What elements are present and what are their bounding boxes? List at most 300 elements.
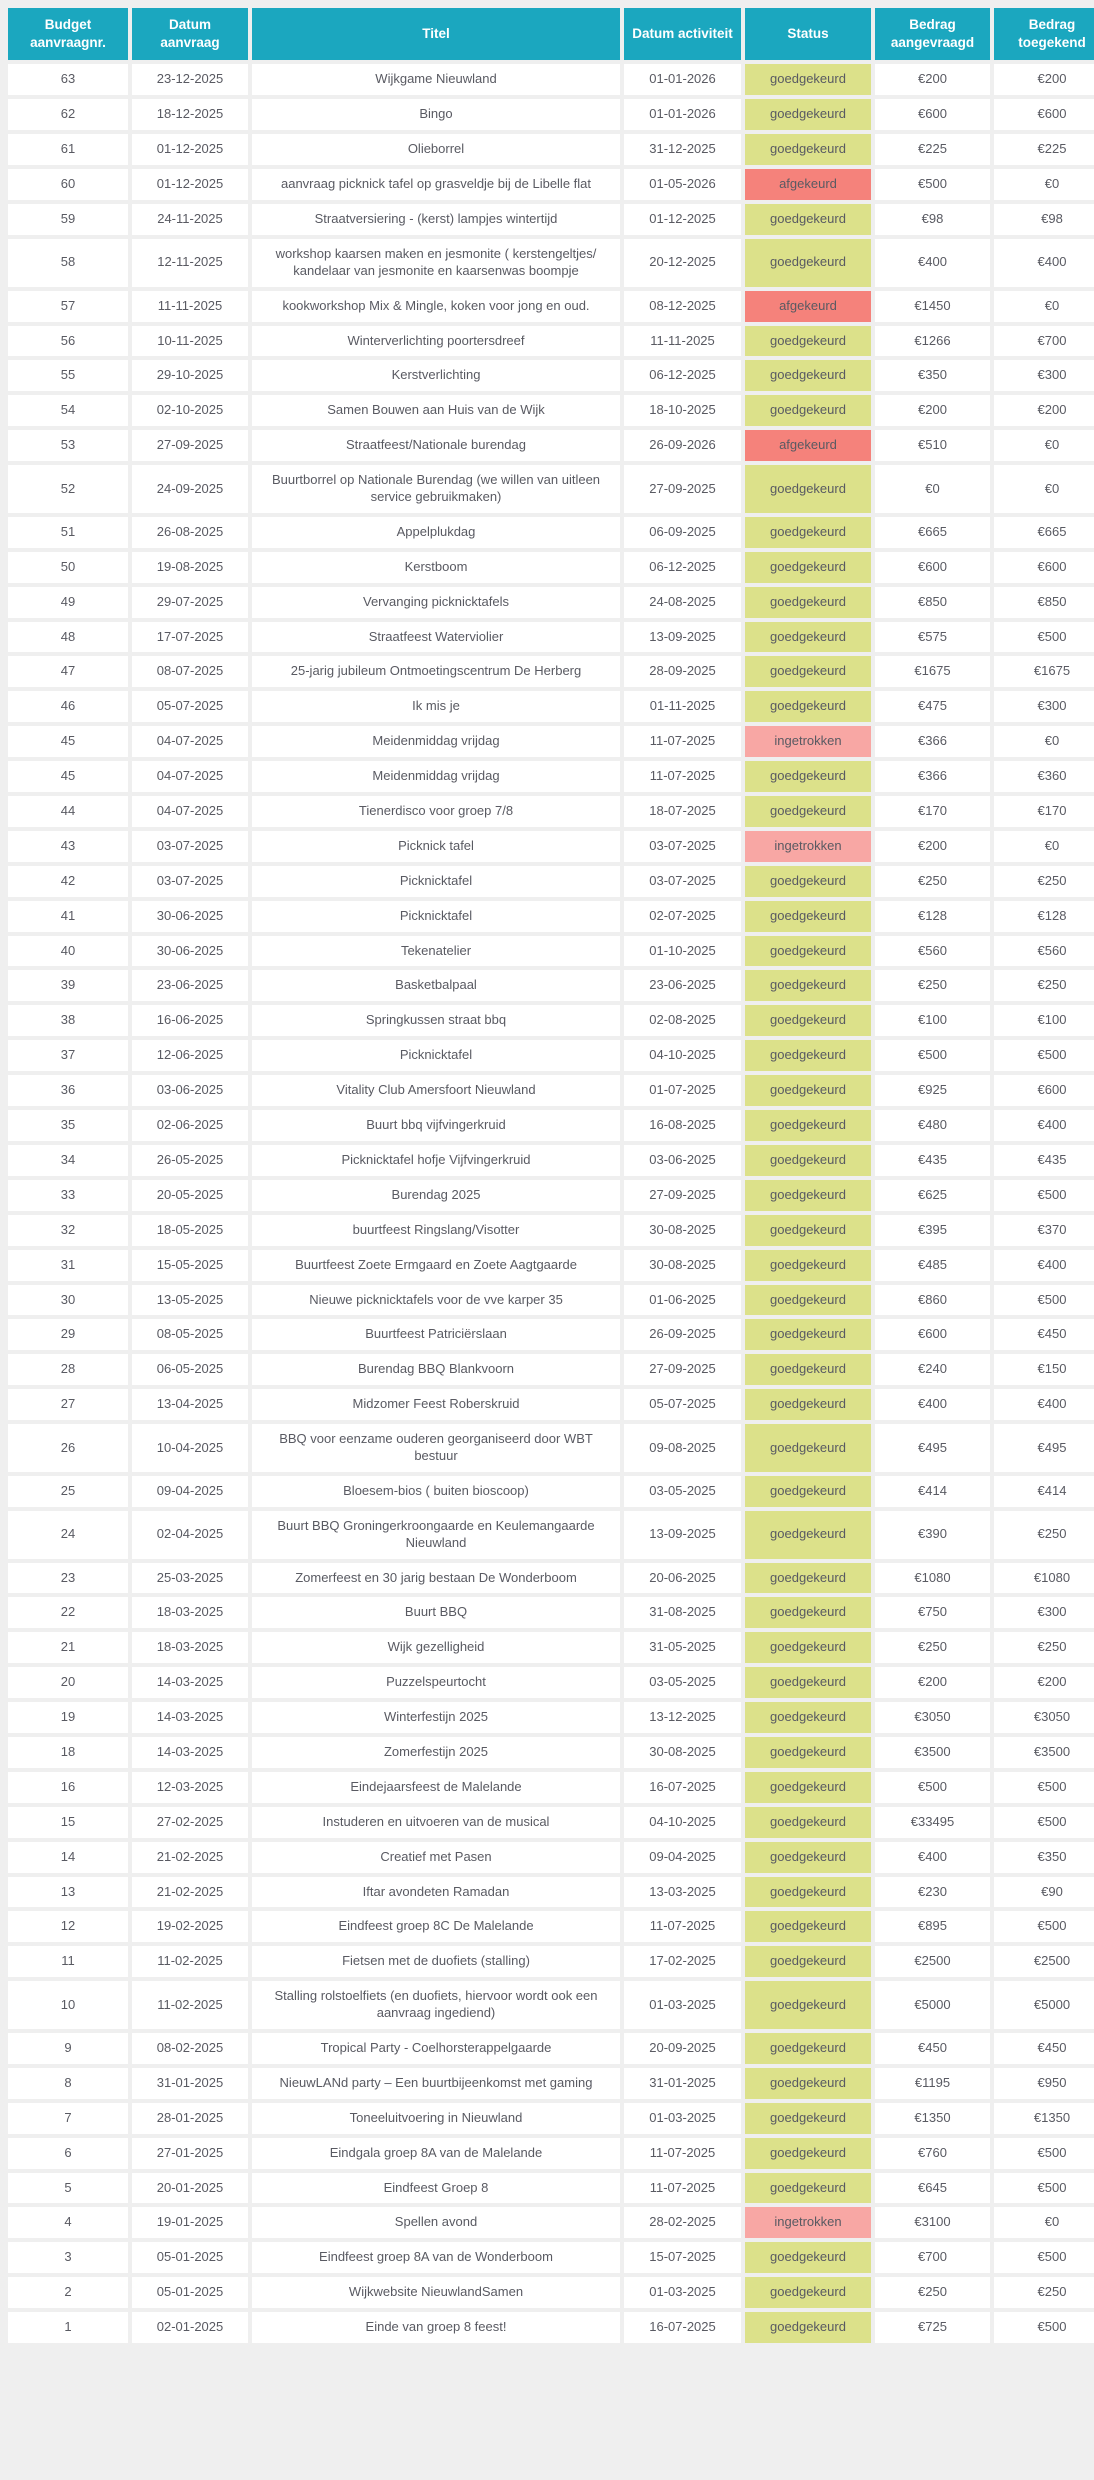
cell-datum-activiteit: 30-08-2025 [624,1215,741,1246]
table-row [8,936,1094,967]
table-row [8,64,1094,95]
table-row [8,99,1094,130]
cell-bedrag-aangevraagd: €250 [875,2277,990,2308]
cell-bedrag-toegekend: €98 [994,204,1094,235]
cell-budget-aanvraagnr: 19 [8,1702,128,1733]
cell-datum-activiteit: 17-02-2025 [624,1946,741,1977]
cell-datum-aanvraag: 02-01-2025 [132,2312,248,2343]
cell-datum-aanvraag: 18-03-2025 [132,1597,248,1628]
cell-datum-activiteit: 31-08-2025 [624,1597,741,1628]
cell-bedrag-toegekend: €700 [994,326,1094,357]
cell-titel: Buurtborrel op Nationale Burendag (we willen van uitleen service gebruikmaken) [252,465,620,513]
cell-datum-activiteit: 03-07-2025 [624,866,741,897]
cell-bedrag-aangevraagd: €725 [875,2312,990,2343]
table-row [8,1807,1094,1838]
table-row [8,1911,1094,1942]
cell-bedrag-toegekend: €665 [994,517,1094,548]
cell-titel: kookworkshop Mix & Mingle, koken voor jong en oud. [252,291,620,322]
cell-budget-aanvraagnr: 36 [8,1075,128,1106]
cell-budget-aanvraagnr: 62 [8,99,128,130]
cell-bedrag-toegekend: €250 [994,1632,1094,1663]
cell-bedrag-aangevraagd: €600 [875,552,990,583]
cell-datum-aanvraag: 24-11-2025 [132,204,248,235]
cell-bedrag-aangevraagd: €400 [875,239,990,287]
cell-datum-activiteit: 04-10-2025 [624,1040,741,1071]
table-row [8,169,1094,200]
cell-datum-activiteit: 01-06-2025 [624,1285,741,1316]
cell-titel: Kerstverlichting [252,360,620,391]
cell-datum-aanvraag: 08-07-2025 [132,656,248,687]
cell-titel: buurtfeest Ringslang/Visotter [252,1215,620,1246]
cell-datum-activiteit: 08-12-2025 [624,291,741,322]
cell-bedrag-toegekend: €360 [994,761,1094,792]
cell-budget-aanvraagnr: 60 [8,169,128,200]
status-badge: goedgekeurd [745,1389,871,1420]
status-badge: goedgekeurd [745,1476,871,1507]
cell-budget-aanvraagnr: 28 [8,1354,128,1385]
budget-requests-table [4,4,1094,2347]
cell-titel: Burendag BBQ Blankvoorn [252,1354,620,1385]
cell-datum-aanvraag: 08-05-2025 [132,1319,248,1350]
cell-titel: Tekenatelier [252,936,620,967]
cell-bedrag-aangevraagd: €760 [875,2138,990,2169]
table-row [8,1215,1094,1246]
cell-bedrag-toegekend: €400 [994,1110,1094,1141]
status-badge: goedgekeurd [745,395,871,426]
status-badge: goedgekeurd [745,1632,871,1663]
table-row [8,2103,1094,2134]
table-row [8,204,1094,235]
cell-datum-aanvraag: 24-09-2025 [132,465,248,513]
table-row [8,622,1094,653]
table-row [8,239,1094,287]
status-badge: afgekeurd [745,430,871,461]
cell-datum-aanvraag: 02-06-2025 [132,1110,248,1141]
cell-titel: 25-jarig jubileum Ontmoetingscentrum De Herberg [252,656,620,687]
cell-titel: Picknicktafel [252,1040,620,1071]
cell-datum-aanvraag: 30-06-2025 [132,901,248,932]
cell-datum-aanvraag: 15-05-2025 [132,1250,248,1281]
header-status: Status [745,8,871,60]
cell-budget-aanvraagnr: 27 [8,1389,128,1420]
cell-budget-aanvraagnr: 8 [8,2068,128,2099]
cell-titel: NieuwLANd party – Een buurtbijeenkomst met gaming [252,2068,620,2099]
status-badge: goedgekeurd [745,1702,871,1733]
cell-bedrag-toegekend: €500 [994,1180,1094,1211]
cell-budget-aanvraagnr: 35 [8,1110,128,1141]
cell-bedrag-toegekend: €2500 [994,1946,1094,1977]
cell-titel: Buurt bbq vijfvingerkruid [252,1110,620,1141]
cell-bedrag-toegekend: €1675 [994,656,1094,687]
table-row [8,360,1094,391]
cell-budget-aanvraagnr: 43 [8,831,128,862]
cell-bedrag-toegekend: €5000 [994,1981,1094,2029]
status-badge: goedgekeurd [745,1424,871,1472]
cell-datum-aanvraag: 11-02-2025 [132,1946,248,1977]
cell-datum-aanvraag: 14-03-2025 [132,1702,248,1733]
cell-datum-aanvraag: 26-08-2025 [132,517,248,548]
cell-bedrag-aangevraagd: €575 [875,622,990,653]
cell-datum-aanvraag: 27-09-2025 [132,430,248,461]
table-row [8,656,1094,687]
cell-bedrag-aangevraagd: €170 [875,796,990,827]
cell-budget-aanvraagnr: 55 [8,360,128,391]
table-row [8,1319,1094,1350]
cell-bedrag-toegekend: €500 [994,1772,1094,1803]
cell-budget-aanvraagnr: 45 [8,726,128,757]
cell-bedrag-aangevraagd: €250 [875,866,990,897]
status-badge: goedgekeurd [745,1215,871,1246]
table-row [8,2312,1094,2343]
cell-datum-aanvraag: 18-12-2025 [132,99,248,130]
cell-budget-aanvraagnr: 3 [8,2242,128,2273]
cell-datum-aanvraag: 12-06-2025 [132,1040,248,1071]
cell-datum-activiteit: 13-09-2025 [624,1511,741,1559]
table-body [8,64,1094,2343]
cell-bedrag-toegekend: €400 [994,1250,1094,1281]
cell-titel: Picknicktafel hofje Vijfvingerkruid [252,1145,620,1176]
cell-datum-activiteit: 31-05-2025 [624,1632,741,1663]
status-badge: goedgekeurd [745,2173,871,2204]
cell-datum-aanvraag: 09-04-2025 [132,1476,248,1507]
cell-datum-aanvraag: 30-06-2025 [132,936,248,967]
cell-budget-aanvraagnr: 63 [8,64,128,95]
cell-bedrag-toegekend: €500 [994,1040,1094,1071]
table-row [8,901,1094,932]
cell-budget-aanvraagnr: 41 [8,901,128,932]
cell-bedrag-aangevraagd: €3100 [875,2207,990,2238]
cell-bedrag-toegekend: €450 [994,1319,1094,1350]
cell-bedrag-aangevraagd: €2500 [875,1946,990,1977]
cell-datum-activiteit: 01-03-2025 [624,2277,741,2308]
cell-datum-activiteit: 06-12-2025 [624,360,741,391]
cell-bedrag-aangevraagd: €400 [875,1842,990,1873]
cell-datum-activiteit: 20-06-2025 [624,1563,741,1594]
cell-bedrag-aangevraagd: €625 [875,1180,990,1211]
cell-bedrag-toegekend: €3050 [994,1702,1094,1733]
table-row [8,1667,1094,1698]
cell-titel: Straatfeest Waterviolier [252,622,620,653]
cell-bedrag-aangevraagd: €350 [875,360,990,391]
cell-datum-aanvraag: 05-07-2025 [132,691,248,722]
cell-datum-activiteit: 13-03-2025 [624,1877,741,1908]
cell-bedrag-toegekend: €600 [994,552,1094,583]
cell-budget-aanvraagnr: 52 [8,465,128,513]
cell-datum-aanvraag: 21-02-2025 [132,1877,248,1908]
cell-datum-aanvraag: 26-05-2025 [132,1145,248,1176]
status-badge: ingetrokken [745,726,871,757]
cell-datum-aanvraag: 21-02-2025 [132,1842,248,1873]
cell-datum-activiteit: 03-05-2025 [624,1476,741,1507]
cell-datum-activiteit: 01-12-2025 [624,204,741,235]
cell-budget-aanvraagnr: 59 [8,204,128,235]
table-row [8,761,1094,792]
cell-bedrag-aangevraagd: €850 [875,587,990,618]
cell-bedrag-aangevraagd: €33495 [875,1807,990,1838]
cell-bedrag-toegekend: €500 [994,1285,1094,1316]
cell-bedrag-toegekend: €90 [994,1877,1094,1908]
cell-datum-activiteit: 05-07-2025 [624,1389,741,1420]
status-badge: goedgekeurd [745,1842,871,1873]
cell-datum-activiteit: 30-08-2025 [624,1737,741,1768]
cell-budget-aanvraagnr: 10 [8,1981,128,2029]
cell-bedrag-toegekend: €0 [994,2207,1094,2238]
cell-datum-aanvraag: 11-02-2025 [132,1981,248,2029]
status-badge: goedgekeurd [745,1145,871,1176]
cell-bedrag-aangevraagd: €600 [875,1319,990,1350]
cell-bedrag-toegekend: €128 [994,901,1094,932]
header-datum-aanvraag: Datum aanvraag [132,8,248,60]
status-badge: goedgekeurd [745,552,871,583]
cell-bedrag-aangevraagd: €480 [875,1110,990,1141]
cell-budget-aanvraagnr: 38 [8,1005,128,1036]
cell-titel: Creatief met Pasen [252,1842,620,1873]
cell-datum-aanvraag: 05-01-2025 [132,2277,248,2308]
cell-datum-aanvraag: 03-07-2025 [132,866,248,897]
status-badge: goedgekeurd [745,1597,871,1628]
cell-bedrag-toegekend: €450 [994,2033,1094,2064]
cell-bedrag-aangevraagd: €200 [875,1667,990,1698]
cell-bedrag-toegekend: €170 [994,796,1094,827]
cell-titel: Wijk gezelligheid [252,1632,620,1663]
cell-titel: Toneeluitvoering in Nieuwland [252,2103,620,2134]
cell-bedrag-toegekend: €400 [994,239,1094,287]
cell-titel: Samen Bouwen aan Huis van de Wijk [252,395,620,426]
cell-datum-activiteit: 01-01-2026 [624,99,741,130]
cell-bedrag-toegekend: €495 [994,1424,1094,1472]
cell-datum-activiteit: 11-07-2025 [624,1911,741,1942]
cell-budget-aanvraagnr: 33 [8,1180,128,1211]
cell-bedrag-toegekend: €435 [994,1145,1094,1176]
cell-titel: Iftar avondeten Ramadan [252,1877,620,1908]
cell-datum-aanvraag: 25-03-2025 [132,1563,248,1594]
status-badge: goedgekeurd [745,691,871,722]
cell-budget-aanvraagnr: 46 [8,691,128,722]
cell-bedrag-aangevraagd: €366 [875,761,990,792]
cell-budget-aanvraagnr: 16 [8,1772,128,1803]
status-badge: goedgekeurd [745,1737,871,1768]
status-badge: goedgekeurd [745,587,871,618]
cell-datum-activiteit: 01-11-2025 [624,691,741,722]
cell-budget-aanvraagnr: 50 [8,552,128,583]
cell-bedrag-aangevraagd: €1080 [875,1563,990,1594]
cell-budget-aanvraagnr: 25 [8,1476,128,1507]
cell-bedrag-toegekend: €225 [994,134,1094,165]
cell-bedrag-toegekend: €0 [994,726,1094,757]
cell-titel: Tropical Party - Coelhorsterappelgaarde [252,2033,620,2064]
cell-bedrag-aangevraagd: €3500 [875,1737,990,1768]
status-badge: goedgekeurd [745,1807,871,1838]
cell-datum-aanvraag: 08-02-2025 [132,2033,248,2064]
cell-bedrag-toegekend: €500 [994,2173,1094,2204]
cell-datum-activiteit: 18-10-2025 [624,395,741,426]
cell-datum-activiteit: 24-08-2025 [624,587,741,618]
status-badge: goedgekeurd [745,1319,871,1350]
cell-titel: Buurt BBQ [252,1597,620,1628]
cell-titel: Eindgala groep 8A van de Malelande [252,2138,620,2169]
status-badge: goedgekeurd [745,866,871,897]
cell-bedrag-toegekend: €350 [994,1842,1094,1873]
cell-bedrag-toegekend: €300 [994,691,1094,722]
cell-datum-aanvraag: 19-08-2025 [132,552,248,583]
cell-bedrag-toegekend: €0 [994,169,1094,200]
table-row [8,1981,1094,2029]
cell-bedrag-aangevraagd: €128 [875,901,990,932]
cell-datum-activiteit: 06-09-2025 [624,517,741,548]
status-badge: goedgekeurd [745,1354,871,1385]
status-badge: goedgekeurd [745,1005,871,1036]
cell-titel: Instuderen en uitvoeren van de musical [252,1807,620,1838]
cell-datum-activiteit: 30-08-2025 [624,1250,741,1281]
cell-titel: Bloesem-bios ( buiten bioscoop) [252,1476,620,1507]
cell-bedrag-aangevraagd: €500 [875,1772,990,1803]
cell-titel: Eindejaarsfeest de Malelande [252,1772,620,1803]
cell-bedrag-aangevraagd: €485 [875,1250,990,1281]
table-row [8,1632,1094,1663]
cell-bedrag-aangevraagd: €925 [875,1075,990,1106]
cell-bedrag-aangevraagd: €225 [875,134,990,165]
status-badge: goedgekeurd [745,326,871,357]
cell-datum-aanvraag: 20-01-2025 [132,2173,248,2204]
table-row [8,1946,1094,1977]
cell-bedrag-toegekend: €500 [994,1911,1094,1942]
header-bedrag-aangevraagd: Bedrag aangevraagd [875,8,990,60]
table-row [8,395,1094,426]
cell-titel: Eindfeest Groep 8 [252,2173,620,2204]
status-badge: goedgekeurd [745,1110,871,1141]
cell-budget-aanvraagnr: 47 [8,656,128,687]
cell-bedrag-aangevraagd: €1450 [875,291,990,322]
cell-datum-activiteit: 27-09-2025 [624,1180,741,1211]
cell-datum-aanvraag: 17-07-2025 [132,622,248,653]
cell-datum-activiteit: 09-04-2025 [624,1842,741,1873]
cell-titel: Puzzelspeurtocht [252,1667,620,1698]
cell-budget-aanvraagnr: 39 [8,970,128,1001]
cell-bedrag-aangevraagd: €500 [875,1040,990,1071]
cell-titel: Bingo [252,99,620,130]
cell-datum-aanvraag: 10-11-2025 [132,326,248,357]
status-badge: ingetrokken [745,2207,871,2238]
status-badge: goedgekeurd [745,1563,871,1594]
cell-bedrag-toegekend: €0 [994,430,1094,461]
cell-bedrag-aangevraagd: €200 [875,395,990,426]
table-row [8,1842,1094,1873]
table-row [8,1250,1094,1281]
table-row [8,1180,1094,1211]
cell-titel: Spellen avond [252,2207,620,2238]
cell-bedrag-toegekend: €300 [994,1597,1094,1628]
cell-bedrag-aangevraagd: €200 [875,64,990,95]
cell-bedrag-toegekend: €250 [994,1511,1094,1559]
cell-titel: Basketbalpaal [252,970,620,1001]
cell-bedrag-toegekend: €560 [994,936,1094,967]
status-badge: goedgekeurd [745,134,871,165]
cell-budget-aanvraagnr: 49 [8,587,128,618]
cell-titel: BBQ voor eenzame ouderen georganiseerd door WBT bestuur [252,1424,620,1472]
cell-bedrag-toegekend: €150 [994,1354,1094,1385]
cell-titel: Eindfeest groep 8C De Malelande [252,1911,620,1942]
cell-datum-activiteit: 04-10-2025 [624,1807,741,1838]
cell-datum-aanvraag: 13-04-2025 [132,1389,248,1420]
status-badge: goedgekeurd [745,360,871,391]
cell-bedrag-aangevraagd: €645 [875,2173,990,2204]
cell-titel: Straatfeest/Nationale burendag [252,430,620,461]
cell-datum-aanvraag: 29-07-2025 [132,587,248,618]
cell-bedrag-toegekend: €0 [994,465,1094,513]
cell-datum-activiteit: 27-09-2025 [624,1354,741,1385]
cell-datum-aanvraag: 29-10-2025 [132,360,248,391]
table-row [8,1597,1094,1628]
table-row [8,2068,1094,2099]
cell-datum-aanvraag: 11-11-2025 [132,291,248,322]
table-row [8,291,1094,322]
table-row [8,1737,1094,1768]
cell-bedrag-aangevraagd: €100 [875,1005,990,1036]
cell-datum-aanvraag: 23-06-2025 [132,970,248,1001]
cell-datum-aanvraag: 16-06-2025 [132,1005,248,1036]
cell-bedrag-aangevraagd: €230 [875,1877,990,1908]
cell-titel: Eindfeest groep 8A van de Wonderboom [252,2242,620,2273]
cell-datum-activiteit: 15-07-2025 [624,2242,741,2273]
table-row [8,1354,1094,1385]
cell-datum-aanvraag: 05-01-2025 [132,2242,248,2273]
cell-titel: Wijkgame Nieuwland [252,64,620,95]
cell-bedrag-aangevraagd: €700 [875,2242,990,2273]
status-badge: goedgekeurd [745,239,871,287]
cell-bedrag-aangevraagd: €250 [875,1632,990,1663]
status-badge: goedgekeurd [745,656,871,687]
cell-datum-activiteit: 06-12-2025 [624,552,741,583]
status-badge: goedgekeurd [745,2138,871,2169]
status-badge: goedgekeurd [745,1250,871,1281]
cell-datum-aanvraag: 14-03-2025 [132,1667,248,1698]
table-row [8,2173,1094,2204]
cell-datum-activiteit: 23-06-2025 [624,970,741,1001]
table-row [8,552,1094,583]
table-row [8,2242,1094,2273]
cell-datum-aanvraag: 27-01-2025 [132,2138,248,2169]
cell-budget-aanvraagnr: 32 [8,1215,128,1246]
cell-bedrag-aangevraagd: €1350 [875,2103,990,2134]
cell-bedrag-toegekend: €600 [994,1075,1094,1106]
cell-budget-aanvraagnr: 4 [8,2207,128,2238]
status-badge: goedgekeurd [745,1075,871,1106]
cell-bedrag-toegekend: €3500 [994,1737,1094,1768]
status-badge: goedgekeurd [745,1667,871,1698]
status-badge: goedgekeurd [745,936,871,967]
cell-datum-aanvraag: 28-01-2025 [132,2103,248,2134]
cell-bedrag-toegekend: €600 [994,99,1094,130]
cell-titel: Springkussen straat bbq [252,1005,620,1036]
cell-bedrag-toegekend: €500 [994,2242,1094,2273]
cell-titel: Winterfestijn 2025 [252,1702,620,1733]
cell-budget-aanvraagnr: 13 [8,1877,128,1908]
cell-budget-aanvraagnr: 15 [8,1807,128,1838]
cell-titel: Zomerfeest en 30 jarig bestaan De Wonderboom [252,1563,620,1594]
cell-datum-aanvraag: 10-04-2025 [132,1424,248,1472]
cell-titel: Meidenmiddag vrijdag [252,761,620,792]
cell-datum-activiteit: 26-09-2026 [624,430,741,461]
status-badge: goedgekeurd [745,2312,871,2343]
cell-datum-activiteit: 01-07-2025 [624,1075,741,1106]
cell-bedrag-toegekend: €0 [994,831,1094,862]
cell-titel: Midzomer Feest Roberskruid [252,1389,620,1420]
cell-bedrag-aangevraagd: €665 [875,517,990,548]
cell-budget-aanvraagnr: 9 [8,2033,128,2064]
cell-datum-aanvraag: 04-07-2025 [132,796,248,827]
table-row [8,1005,1094,1036]
cell-bedrag-aangevraagd: €475 [875,691,990,722]
